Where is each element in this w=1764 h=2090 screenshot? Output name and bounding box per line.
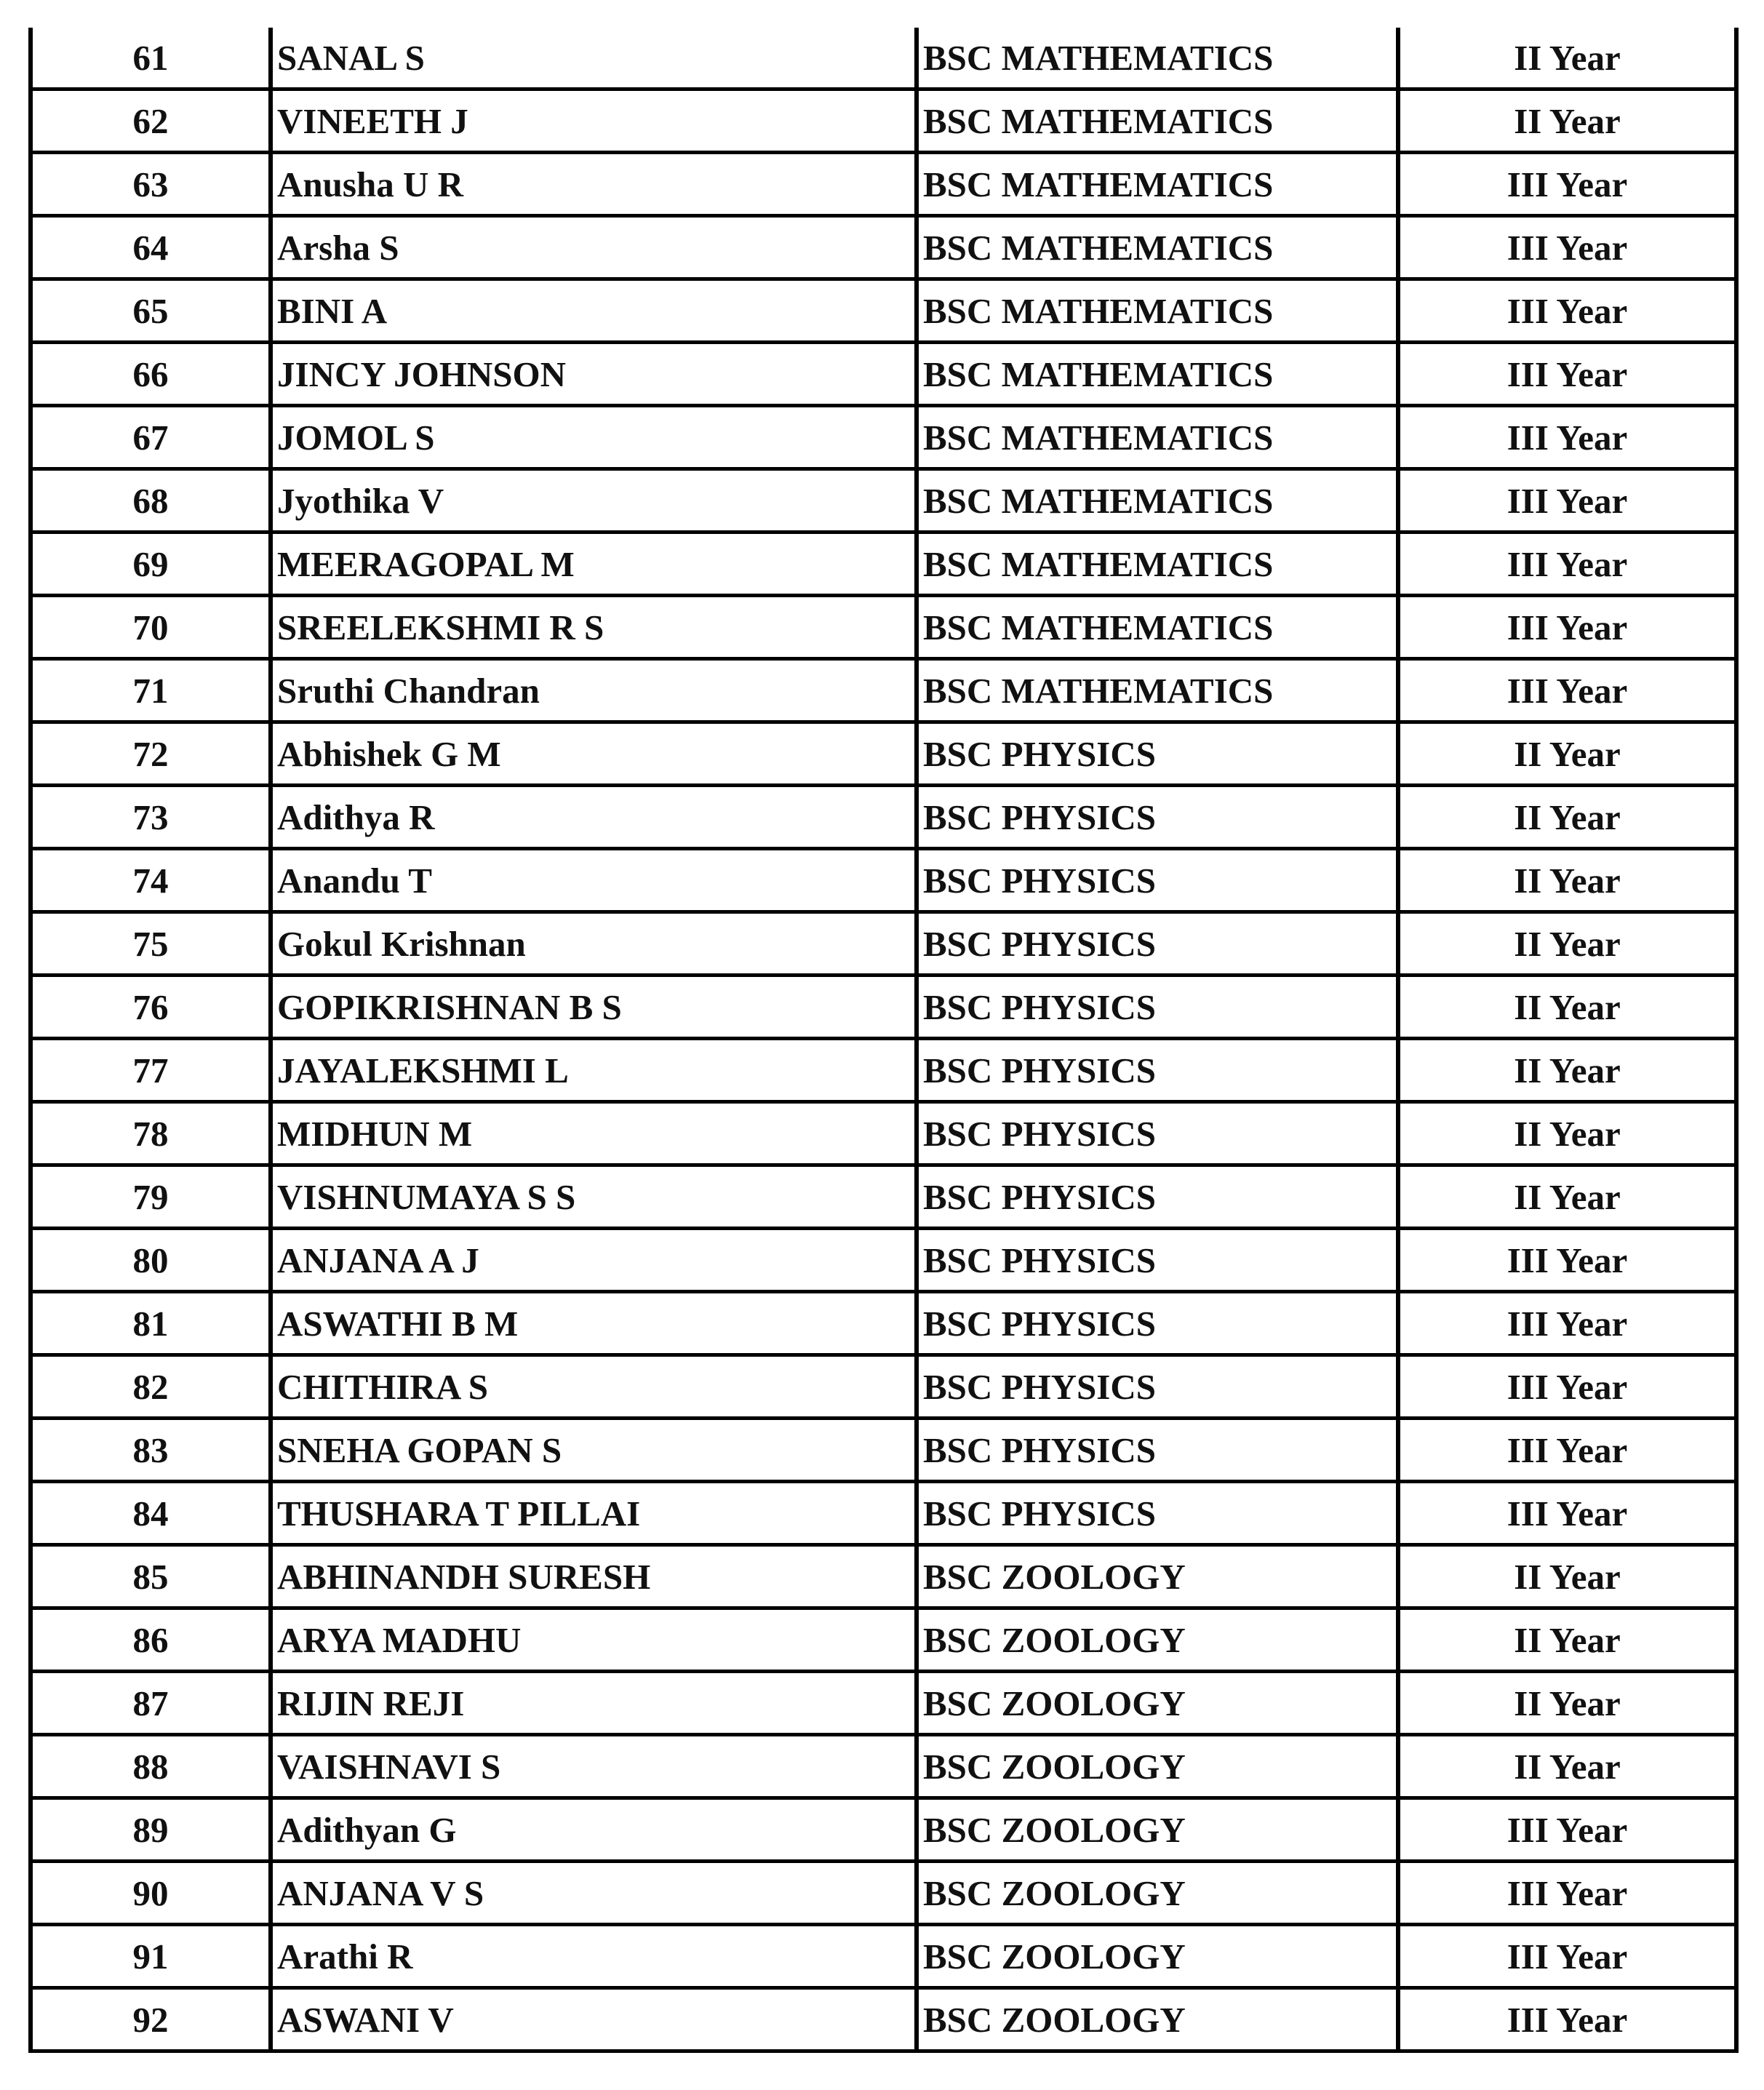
- serial-number-cell: 71: [31, 659, 271, 722]
- table-row: [31, 1988, 1736, 2051]
- serial-number-cell: 68: [31, 469, 271, 533]
- student-name-cell: CHITHIRA S: [271, 1355, 917, 1419]
- table-row: [31, 1419, 1736, 1482]
- course-cell: BSC MATHEMATICS: [917, 659, 1398, 722]
- course-cell: BSC PHYSICS: [917, 1039, 1398, 1102]
- table-row: [31, 89, 1736, 153]
- student-list-table: [28, 28, 1739, 2053]
- year-cell: III Year: [1398, 1229, 1736, 1292]
- year-cell: III Year: [1398, 216, 1736, 279]
- student-name-cell: SNEHA GOPAN S: [271, 1419, 917, 1482]
- table-row: [31, 1229, 1736, 1292]
- table-row: [31, 406, 1736, 469]
- serial-number-cell: 86: [31, 1608, 271, 1672]
- student-name-cell: JINCY JOHNSON: [271, 343, 917, 406]
- year-cell: II Year: [1398, 1735, 1736, 1798]
- course-cell: BSC MATHEMATICS: [917, 216, 1398, 279]
- course-cell: BSC ZOOLOGY: [917, 1925, 1398, 1988]
- year-cell: II Year: [1398, 722, 1736, 786]
- year-cell: III Year: [1398, 153, 1736, 216]
- student-list-body: [31, 28, 1736, 2051]
- course-cell: BSC ZOOLOGY: [917, 1608, 1398, 1672]
- table-row: [31, 1608, 1736, 1672]
- student-name-cell: ABHINANDH SURESH: [271, 1545, 917, 1608]
- student-name-cell: Arathi R: [271, 1925, 917, 1988]
- year-cell: II Year: [1398, 786, 1736, 849]
- table-row: [31, 1039, 1736, 1102]
- serial-number-cell: 70: [31, 596, 271, 659]
- course-cell: BSC ZOOLOGY: [917, 1988, 1398, 2051]
- serial-number-cell: 75: [31, 912, 271, 976]
- table-row: [31, 1102, 1736, 1165]
- year-cell: III Year: [1398, 469, 1736, 533]
- serial-number-cell: 89: [31, 1798, 271, 1862]
- serial-number-cell: 83: [31, 1419, 271, 1482]
- table-row: [31, 1672, 1736, 1735]
- course-cell: BSC ZOOLOGY: [917, 1545, 1398, 1608]
- student-name-cell: Anandu T: [271, 849, 917, 912]
- year-cell: III Year: [1398, 1862, 1736, 1925]
- student-name-cell: ANJANA A J: [271, 1229, 917, 1292]
- serial-number-cell: 90: [31, 1862, 271, 1925]
- table-row: [31, 1165, 1736, 1229]
- student-name-cell: Anusha U R: [271, 153, 917, 216]
- year-cell: III Year: [1398, 1482, 1736, 1545]
- serial-number-cell: 74: [31, 849, 271, 912]
- table-row: [31, 976, 1736, 1039]
- student-name-cell: Adithyan G: [271, 1798, 917, 1862]
- year-cell: II Year: [1398, 1165, 1736, 1229]
- student-name-cell: Abhishek G M: [271, 722, 917, 786]
- course-cell: BSC ZOOLOGY: [917, 1735, 1398, 1798]
- student-name-cell: MEERAGOPAL M: [271, 533, 917, 596]
- student-name-cell: VISHNUMAYA S S: [271, 1165, 917, 1229]
- student-name-cell: ARYA MADHU: [271, 1608, 917, 1672]
- serial-number-cell: 61: [31, 28, 271, 89]
- course-cell: BSC MATHEMATICS: [917, 533, 1398, 596]
- student-name-cell: VAISHNAVI S: [271, 1735, 917, 1798]
- course-cell: BSC PHYSICS: [917, 1419, 1398, 1482]
- student-name-cell: ASWANI V: [271, 1988, 917, 2051]
- course-cell: BSC ZOOLOGY: [917, 1672, 1398, 1735]
- table-row: [31, 1862, 1736, 1925]
- year-cell: II Year: [1398, 1545, 1736, 1608]
- year-cell: II Year: [1398, 912, 1736, 976]
- year-cell: II Year: [1398, 28, 1736, 89]
- course-cell: BSC PHYSICS: [917, 722, 1398, 786]
- course-cell: BSC PHYSICS: [917, 1292, 1398, 1355]
- course-cell: BSC PHYSICS: [917, 1165, 1398, 1229]
- course-cell: BSC ZOOLOGY: [917, 1798, 1398, 1862]
- student-name-cell: THUSHARA T PILLAI: [271, 1482, 917, 1545]
- year-cell: II Year: [1398, 1608, 1736, 1672]
- student-name-cell: Jyothika V: [271, 469, 917, 533]
- table-row: [31, 1482, 1736, 1545]
- table-row: [31, 722, 1736, 786]
- table-row: [31, 1735, 1736, 1798]
- student-name-cell: SANAL S: [271, 28, 917, 89]
- table-row: [31, 153, 1736, 216]
- year-cell: III Year: [1398, 1419, 1736, 1482]
- course-cell: BSC PHYSICS: [917, 912, 1398, 976]
- course-cell: BSC PHYSICS: [917, 1482, 1398, 1545]
- serial-number-cell: 66: [31, 343, 271, 406]
- serial-number-cell: 65: [31, 279, 271, 343]
- table-row: [31, 1925, 1736, 1988]
- course-cell: BSC MATHEMATICS: [917, 406, 1398, 469]
- table-row: [31, 659, 1736, 722]
- year-cell: III Year: [1398, 1292, 1736, 1355]
- course-cell: BSC PHYSICS: [917, 786, 1398, 849]
- table-row: [31, 1545, 1736, 1608]
- table-row: [31, 343, 1736, 406]
- course-cell: BSC PHYSICS: [917, 849, 1398, 912]
- year-cell: II Year: [1398, 849, 1736, 912]
- course-cell: BSC MATHEMATICS: [917, 343, 1398, 406]
- table-row: [31, 786, 1736, 849]
- course-cell: BSC PHYSICS: [917, 1102, 1398, 1165]
- course-cell: BSC MATHEMATICS: [917, 153, 1398, 216]
- year-cell: II Year: [1398, 1102, 1736, 1165]
- student-name-cell: JAYALEKSHMI L: [271, 1039, 917, 1102]
- table-row: [31, 469, 1736, 533]
- serial-number-cell: 72: [31, 722, 271, 786]
- student-name-cell: BINI A: [271, 279, 917, 343]
- course-cell: BSC ZOOLOGY: [917, 1862, 1398, 1925]
- year-cell: II Year: [1398, 976, 1736, 1039]
- table-row: [31, 28, 1736, 89]
- serial-number-cell: 73: [31, 786, 271, 849]
- course-cell: BSC MATHEMATICS: [917, 469, 1398, 533]
- student-name-cell: Gokul Krishnan: [271, 912, 917, 976]
- serial-number-cell: 79: [31, 1165, 271, 1229]
- serial-number-cell: 87: [31, 1672, 271, 1735]
- year-cell: III Year: [1398, 1988, 1736, 2051]
- student-name-cell: RIJIN REJI: [271, 1672, 917, 1735]
- table-row: [31, 279, 1736, 343]
- table-row: [31, 1798, 1736, 1862]
- serial-number-cell: 91: [31, 1925, 271, 1988]
- serial-number-cell: 67: [31, 406, 271, 469]
- serial-number-cell: 69: [31, 533, 271, 596]
- table-row: [31, 216, 1736, 279]
- serial-number-cell: 92: [31, 1988, 271, 2051]
- year-cell: III Year: [1398, 1798, 1736, 1862]
- serial-number-cell: 84: [31, 1482, 271, 1545]
- student-name-cell: VINEETH J: [271, 89, 917, 153]
- serial-number-cell: 82: [31, 1355, 271, 1419]
- serial-number-cell: 80: [31, 1229, 271, 1292]
- year-cell: III Year: [1398, 343, 1736, 406]
- serial-number-cell: 62: [31, 89, 271, 153]
- student-name-cell: ASWATHI B M: [271, 1292, 917, 1355]
- year-cell: III Year: [1398, 1355, 1736, 1419]
- student-name-cell: Sruthi Chandran: [271, 659, 917, 722]
- serial-number-cell: 63: [31, 153, 271, 216]
- student-name-cell: SREELEKSHMI R S: [271, 596, 917, 659]
- student-name-cell: GOPIKRISHNAN B S: [271, 976, 917, 1039]
- table-row: [31, 849, 1736, 912]
- student-name-cell: Arsha S: [271, 216, 917, 279]
- year-cell: III Year: [1398, 533, 1736, 596]
- table-row: [31, 1355, 1736, 1419]
- year-cell: III Year: [1398, 406, 1736, 469]
- year-cell: II Year: [1398, 1039, 1736, 1102]
- course-cell: BSC MATHEMATICS: [917, 596, 1398, 659]
- course-cell: BSC PHYSICS: [917, 1355, 1398, 1419]
- course-cell: BSC MATHEMATICS: [917, 28, 1398, 89]
- course-cell: BSC PHYSICS: [917, 976, 1398, 1039]
- year-cell: III Year: [1398, 659, 1736, 722]
- year-cell: II Year: [1398, 89, 1736, 153]
- table-row: [31, 1292, 1736, 1355]
- year-cell: III Year: [1398, 279, 1736, 343]
- year-cell: III Year: [1398, 1925, 1736, 1988]
- course-cell: BSC MATHEMATICS: [917, 279, 1398, 343]
- serial-number-cell: 76: [31, 976, 271, 1039]
- student-name-cell: MIDHUN M: [271, 1102, 917, 1165]
- serial-number-cell: 88: [31, 1735, 271, 1798]
- course-cell: BSC PHYSICS: [917, 1229, 1398, 1292]
- year-cell: II Year: [1398, 1672, 1736, 1735]
- serial-number-cell: 64: [31, 216, 271, 279]
- student-name-cell: Adithya R: [271, 786, 917, 849]
- student-name-cell: ANJANA V S: [271, 1862, 917, 1925]
- year-cell: III Year: [1398, 596, 1736, 659]
- student-name-cell: JOMOL S: [271, 406, 917, 469]
- serial-number-cell: 81: [31, 1292, 271, 1355]
- serial-number-cell: 77: [31, 1039, 271, 1102]
- table-row: [31, 912, 1736, 976]
- table-row: [31, 533, 1736, 596]
- table-row: [31, 596, 1736, 659]
- serial-number-cell: 78: [31, 1102, 271, 1165]
- course-cell: BSC MATHEMATICS: [917, 89, 1398, 153]
- serial-number-cell: 85: [31, 1545, 271, 1608]
